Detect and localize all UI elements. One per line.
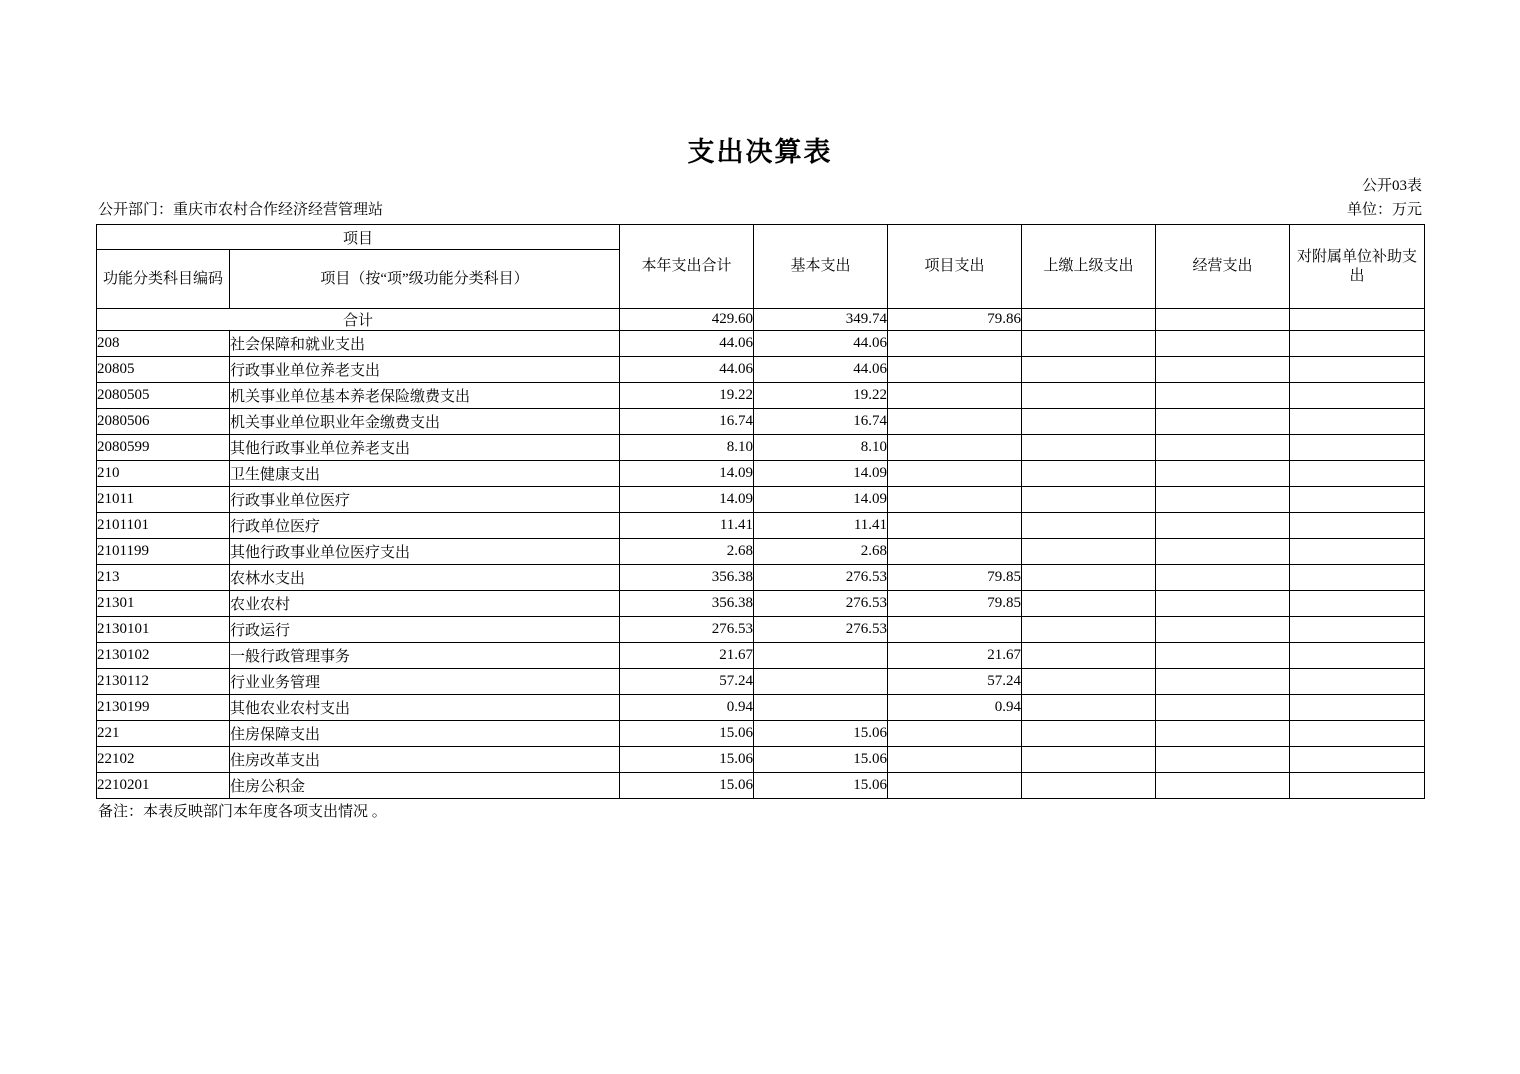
- row-basic: 2.68: [754, 539, 888, 565]
- row-name: 其他农业农村支出: [230, 695, 620, 721]
- row-total: 19.22: [620, 383, 754, 409]
- row-upper: [1022, 383, 1156, 409]
- row-upper: [1022, 643, 1156, 669]
- row-name: 行政事业单位养老支出: [230, 357, 620, 383]
- row-upper: [1022, 409, 1156, 435]
- total-subsidy: [1290, 309, 1425, 331]
- row-subsidy: [1290, 643, 1425, 669]
- table-row: [97, 435, 1425, 461]
- table-row: [97, 539, 1425, 565]
- row-upper: [1022, 747, 1156, 773]
- row-total: 57.24: [620, 669, 754, 695]
- row-code: 210: [97, 461, 230, 487]
- row-subsidy: [1290, 747, 1425, 773]
- row-operation: [1156, 461, 1290, 487]
- header-project: 项目支出: [888, 225, 1022, 309]
- row-basic: 276.53: [754, 617, 888, 643]
- header-basic: 基本支出: [754, 225, 888, 309]
- row-operation: [1156, 539, 1290, 565]
- row-project: [888, 409, 1022, 435]
- row-total: 15.06: [620, 747, 754, 773]
- row-operation: [1156, 617, 1290, 643]
- row-basic: 15.06: [754, 773, 888, 799]
- row-total: 276.53: [620, 617, 754, 643]
- row-code: 2101199: [97, 539, 230, 565]
- row-subsidy: [1290, 617, 1425, 643]
- row-upper: [1022, 617, 1156, 643]
- total-basic: 349.74: [754, 309, 888, 331]
- row-upper: [1022, 357, 1156, 383]
- row-project: 79.85: [888, 591, 1022, 617]
- row-subsidy: [1290, 721, 1425, 747]
- header-upper: 上缴上级支出: [1022, 225, 1156, 309]
- row-code: 20805: [97, 357, 230, 383]
- row-operation: [1156, 773, 1290, 799]
- row-basic: 15.06: [754, 721, 888, 747]
- row-operation: [1156, 487, 1290, 513]
- table-row: [97, 461, 1425, 487]
- expenditure-table: [96, 224, 1425, 799]
- row-name: 卫生健康支出: [230, 461, 620, 487]
- row-name: 住房公积金: [230, 773, 620, 799]
- row-project: [888, 331, 1022, 357]
- form-number: 公开03表: [1361, 178, 1422, 194]
- row-project: [888, 617, 1022, 643]
- row-upper: [1022, 487, 1156, 513]
- row-total: 44.06: [620, 331, 754, 357]
- row-upper: [1022, 331, 1156, 357]
- row-basic: 15.06: [754, 747, 888, 773]
- table-note: 备注：本表反映部门本年度各项支出情况 。: [98, 804, 387, 820]
- row-code: 221: [97, 721, 230, 747]
- row-name: 行政运行: [230, 617, 620, 643]
- unit-label: 单位：万元: [1346, 202, 1422, 218]
- row-subsidy: [1290, 773, 1425, 799]
- row-basic: [754, 695, 888, 721]
- row-total: 356.38: [620, 565, 754, 591]
- table-row-total: [97, 309, 1425, 331]
- table-row: [97, 565, 1425, 591]
- header-name: 项目（按“项”级功能分类科目）: [230, 250, 620, 309]
- row-total: 44.06: [620, 357, 754, 383]
- row-code: 22102: [97, 747, 230, 773]
- row-code: 2210201: [97, 773, 230, 799]
- row-project: 21.67: [888, 643, 1022, 669]
- row-total: 15.06: [620, 773, 754, 799]
- table-row: [97, 721, 1425, 747]
- row-operation: [1156, 747, 1290, 773]
- header-subsidy: 对附属单位补助支出: [1290, 225, 1425, 309]
- row-operation: [1156, 721, 1290, 747]
- row-name: 住房保障支出: [230, 721, 620, 747]
- row-project: [888, 461, 1022, 487]
- row-name: 一般行政管理事务: [230, 643, 620, 669]
- row-project: [888, 487, 1022, 513]
- row-code: 2080599: [97, 435, 230, 461]
- table-row: [97, 643, 1425, 669]
- page-title: 支出决算表: [687, 137, 833, 167]
- row-upper: [1022, 721, 1156, 747]
- row-upper: [1022, 539, 1156, 565]
- row-basic: [754, 669, 888, 695]
- row-subsidy: [1290, 357, 1425, 383]
- header-total: 本年支出合计: [620, 225, 754, 309]
- row-name: 社会保障和就业支出: [230, 331, 620, 357]
- row-upper: [1022, 513, 1156, 539]
- row-name: 行政单位医疗: [230, 513, 620, 539]
- row-code: 213: [97, 565, 230, 591]
- row-total: 11.41: [620, 513, 754, 539]
- row-name: 其他行政事业单位医疗支出: [230, 539, 620, 565]
- total-project: 79.86: [888, 309, 1022, 331]
- row-subsidy: [1290, 409, 1425, 435]
- row-basic: 276.53: [754, 591, 888, 617]
- row-subsidy: [1290, 461, 1425, 487]
- row-code: 21011: [97, 487, 230, 513]
- row-code: 2130199: [97, 695, 230, 721]
- table-row: [97, 669, 1425, 695]
- row-total: 21.67: [620, 643, 754, 669]
- row-basic: 14.09: [754, 461, 888, 487]
- row-subsidy: [1290, 513, 1425, 539]
- row-basic: 276.53: [754, 565, 888, 591]
- row-code: 2101101: [97, 513, 230, 539]
- row-total: 356.38: [620, 591, 754, 617]
- row-name: 农业农村: [230, 591, 620, 617]
- row-operation: [1156, 357, 1290, 383]
- table-header-group-row: [97, 225, 1425, 250]
- row-project: [888, 383, 1022, 409]
- row-operation: [1156, 669, 1290, 695]
- table-row: [97, 409, 1425, 435]
- row-operation: [1156, 643, 1290, 669]
- row-total: 15.06: [620, 721, 754, 747]
- row-name: 行业业务管理: [230, 669, 620, 695]
- row-name: 其他行政事业单位养老支出: [230, 435, 620, 461]
- row-name: 机关事业单位基本养老保险缴费支出: [230, 383, 620, 409]
- row-basic: 16.74: [754, 409, 888, 435]
- row-project: [888, 773, 1022, 799]
- row-project: [888, 513, 1022, 539]
- row-code: 2080505: [97, 383, 230, 409]
- row-upper: [1022, 591, 1156, 617]
- row-operation: [1156, 331, 1290, 357]
- row-project: [888, 435, 1022, 461]
- row-code: 2130112: [97, 669, 230, 695]
- row-basic: 8.10: [754, 435, 888, 461]
- row-project: 0.94: [888, 695, 1022, 721]
- row-name: 行政事业单位医疗: [230, 487, 620, 513]
- table-row: [97, 591, 1425, 617]
- table-row: [97, 695, 1425, 721]
- total-upper: [1022, 309, 1156, 331]
- row-operation: [1156, 435, 1290, 461]
- row-total: 0.94: [620, 695, 754, 721]
- row-total: 2.68: [620, 539, 754, 565]
- row-total: 8.10: [620, 435, 754, 461]
- row-basic: 44.06: [754, 357, 888, 383]
- row-code: 21301: [97, 591, 230, 617]
- table-row: [97, 773, 1425, 799]
- row-operation: [1156, 695, 1290, 721]
- total-total: 429.60: [620, 309, 754, 331]
- row-name: 农林水支出: [230, 565, 620, 591]
- row-basic: 44.06: [754, 331, 888, 357]
- row-basic: 19.22: [754, 383, 888, 409]
- table-row: [97, 331, 1425, 357]
- row-basic: [754, 643, 888, 669]
- table-row: [97, 383, 1425, 409]
- total-operation: [1156, 309, 1290, 331]
- row-upper: [1022, 773, 1156, 799]
- table-row: [97, 617, 1425, 643]
- row-operation: [1156, 383, 1290, 409]
- row-operation: [1156, 565, 1290, 591]
- row-subsidy: [1290, 539, 1425, 565]
- table-row: [97, 747, 1425, 773]
- row-code: 2130101: [97, 617, 230, 643]
- row-basic: 14.09: [754, 487, 888, 513]
- header-operation: 经营支出: [1156, 225, 1290, 309]
- row-code: 2130102: [97, 643, 230, 669]
- row-upper: [1022, 565, 1156, 591]
- row-subsidy: [1290, 591, 1425, 617]
- row-project: 57.24: [888, 669, 1022, 695]
- row-subsidy: [1290, 669, 1425, 695]
- department-label: 公开部门：重庆市农村合作经济经营管理站: [98, 202, 384, 218]
- table-row: [97, 357, 1425, 383]
- row-code: 208: [97, 331, 230, 357]
- row-operation: [1156, 409, 1290, 435]
- row-subsidy: [1290, 435, 1425, 461]
- row-total: 14.09: [620, 487, 754, 513]
- row-project: 79.85: [888, 565, 1022, 591]
- row-project: [888, 357, 1022, 383]
- row-upper: [1022, 461, 1156, 487]
- row-project: [888, 539, 1022, 565]
- table-row: [97, 487, 1425, 513]
- row-subsidy: [1290, 383, 1425, 409]
- header-group-project: 项目: [97, 225, 620, 250]
- row-operation: [1156, 591, 1290, 617]
- row-subsidy: [1290, 695, 1425, 721]
- header-code: 功能分类科目编码: [97, 250, 230, 309]
- table-row: [97, 513, 1425, 539]
- row-code: 2080506: [97, 409, 230, 435]
- row-subsidy: [1290, 565, 1425, 591]
- row-name: 机关事业单位职业年金缴费支出: [230, 409, 620, 435]
- row-subsidy: [1290, 487, 1425, 513]
- row-subsidy: [1290, 331, 1425, 357]
- row-total: 16.74: [620, 409, 754, 435]
- row-total: 14.09: [620, 461, 754, 487]
- row-upper: [1022, 695, 1156, 721]
- row-basic: 11.41: [754, 513, 888, 539]
- row-project: [888, 721, 1022, 747]
- row-upper: [1022, 669, 1156, 695]
- row-upper: [1022, 435, 1156, 461]
- row-operation: [1156, 513, 1290, 539]
- row-project: [888, 747, 1022, 773]
- total-label: 合计: [97, 309, 620, 331]
- row-name: 住房改革支出: [230, 747, 620, 773]
